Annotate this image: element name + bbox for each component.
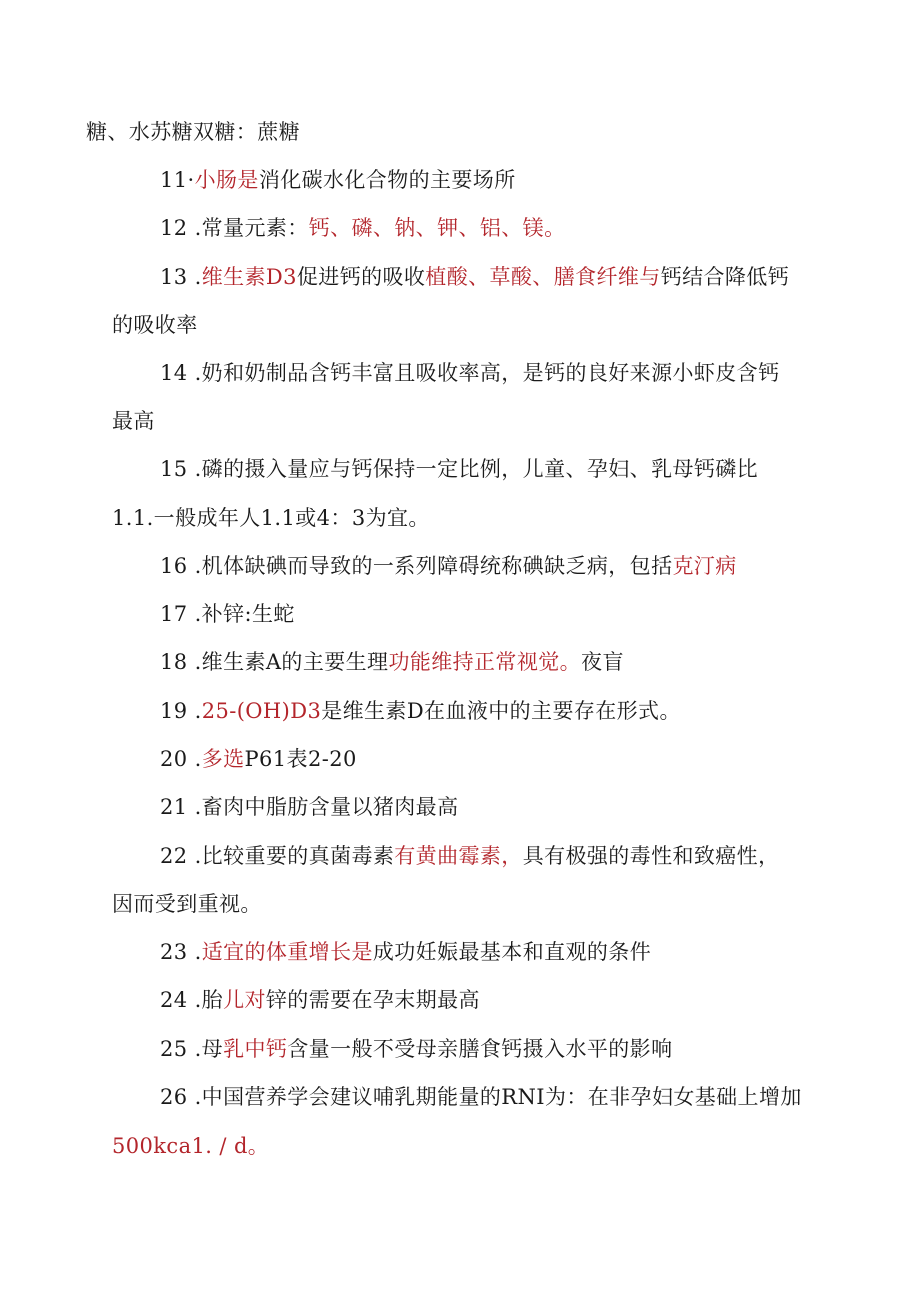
highlighted-text: 克汀病 (672, 554, 737, 578)
text-segment: 12 .常量元素： (160, 216, 309, 240)
text-segment: 23 . (160, 940, 202, 964)
text-line (160, 938, 651, 966)
text-segment: 14 .奶和奶制品含钙丰富且吸收率高，是钙的良好来源小虾皮含钙 (160, 361, 780, 385)
text-line (160, 697, 681, 725)
highlighted-text: 儿对 (223, 988, 266, 1012)
text-line (160, 359, 779, 387)
text-line (160, 986, 480, 1014)
text-segment: 消化碳水化合物的主要场所 (258, 168, 516, 192)
text-line (160, 166, 516, 194)
text-segment: 13 . (160, 265, 202, 289)
text-line (112, 1132, 269, 1160)
highlighted-text: 钙、磷、钠、钾、铝、镁。 (308, 216, 566, 240)
text-segment: 因而受到重视。 (112, 892, 262, 916)
text-line (160, 745, 357, 773)
text-segment: 含量一般不受母亲膳食钙摄入水平的影响 (287, 1037, 673, 1061)
text-line (160, 1083, 802, 1111)
text-line (112, 311, 198, 339)
text-line (86, 118, 300, 146)
text-segment: 18 .维生素A的主要生理 (160, 650, 389, 674)
text-line (160, 793, 458, 821)
highlighted-text: 25-(OH)D3 (201, 699, 322, 723)
text-segment: 24 .胎 (160, 988, 224, 1012)
text-segment: 15 .磷的摄入量应与钙保持一定比例，儿童、孕妇、乳母钙磷比 (160, 457, 759, 481)
highlighted-text: 维生素D3 (201, 265, 297, 289)
text-segment: 16 .机体缺碘而导致的一系列障碍统称碘缺乏病，包括 (160, 554, 673, 578)
text-line (112, 407, 155, 435)
text-line (112, 504, 430, 532)
highlighted-text: 500kca1. / d。 (112, 1134, 270, 1158)
text-segment: 17 .补锌:生蛇 (160, 602, 295, 626)
text-segment: 26 .中国营养学会建议哺乳期能量的RNI为：在非孕妇女基础上增加 (160, 1085, 802, 1109)
text-line (160, 600, 295, 628)
text-segment: 锌的需要在孕末期最高 (265, 988, 480, 1012)
text-segment: 是维生素D在血液中的主要存在形式。 (321, 699, 681, 723)
text-line (160, 552, 737, 580)
text-segment: 的吸收率 (112, 313, 198, 337)
text-segment: 25 .母 (160, 1037, 224, 1061)
text-segment: 1.1.一般成年人1.1或4：3为宜。 (112, 506, 430, 530)
text-segment: 促进钙的吸收 (296, 265, 426, 289)
highlighted-text: 适宜的体重增长是 (201, 940, 373, 964)
text-line (160, 648, 624, 676)
text-segment: 夜盲 (581, 650, 624, 674)
text-segment: 20 . (160, 747, 202, 771)
text-segment: 糖、水苏糖双糖：蔗糖 (86, 120, 300, 144)
text-segment: 钙结合降低钙 (660, 265, 790, 289)
text-line (160, 263, 789, 291)
highlighted-text: 有黄曲霉素， (394, 844, 523, 868)
text-line (160, 214, 565, 242)
text-line (112, 890, 262, 918)
highlighted-text: 多选 (201, 747, 245, 771)
text-segment: 21 .畜肉中脂肪含量以猪肉最高 (160, 795, 459, 819)
text-line (160, 1035, 672, 1063)
text-segment: 具有极强的毒性和致癌性， (522, 844, 780, 868)
text-segment: 最高 (112, 409, 155, 433)
text-segment: 成功妊娠最基本和直观的条件 (372, 940, 652, 964)
text-line (160, 455, 758, 483)
highlighted-text: 小肠是 (194, 168, 259, 192)
highlighted-text: 功能维持正常视觉。 (388, 650, 582, 674)
highlighted-text: 植酸、草酸、膳食纤维与 (425, 265, 661, 289)
text-segment: 19 . (160, 699, 202, 723)
text-segment: 22 .比较重要的真菌毒素 (160, 844, 395, 868)
text-line (160, 842, 780, 870)
text-segment: P61表2-20 (244, 747, 357, 771)
text-segment: 11· (160, 168, 195, 192)
highlighted-text: 乳中钙 (223, 1037, 288, 1061)
